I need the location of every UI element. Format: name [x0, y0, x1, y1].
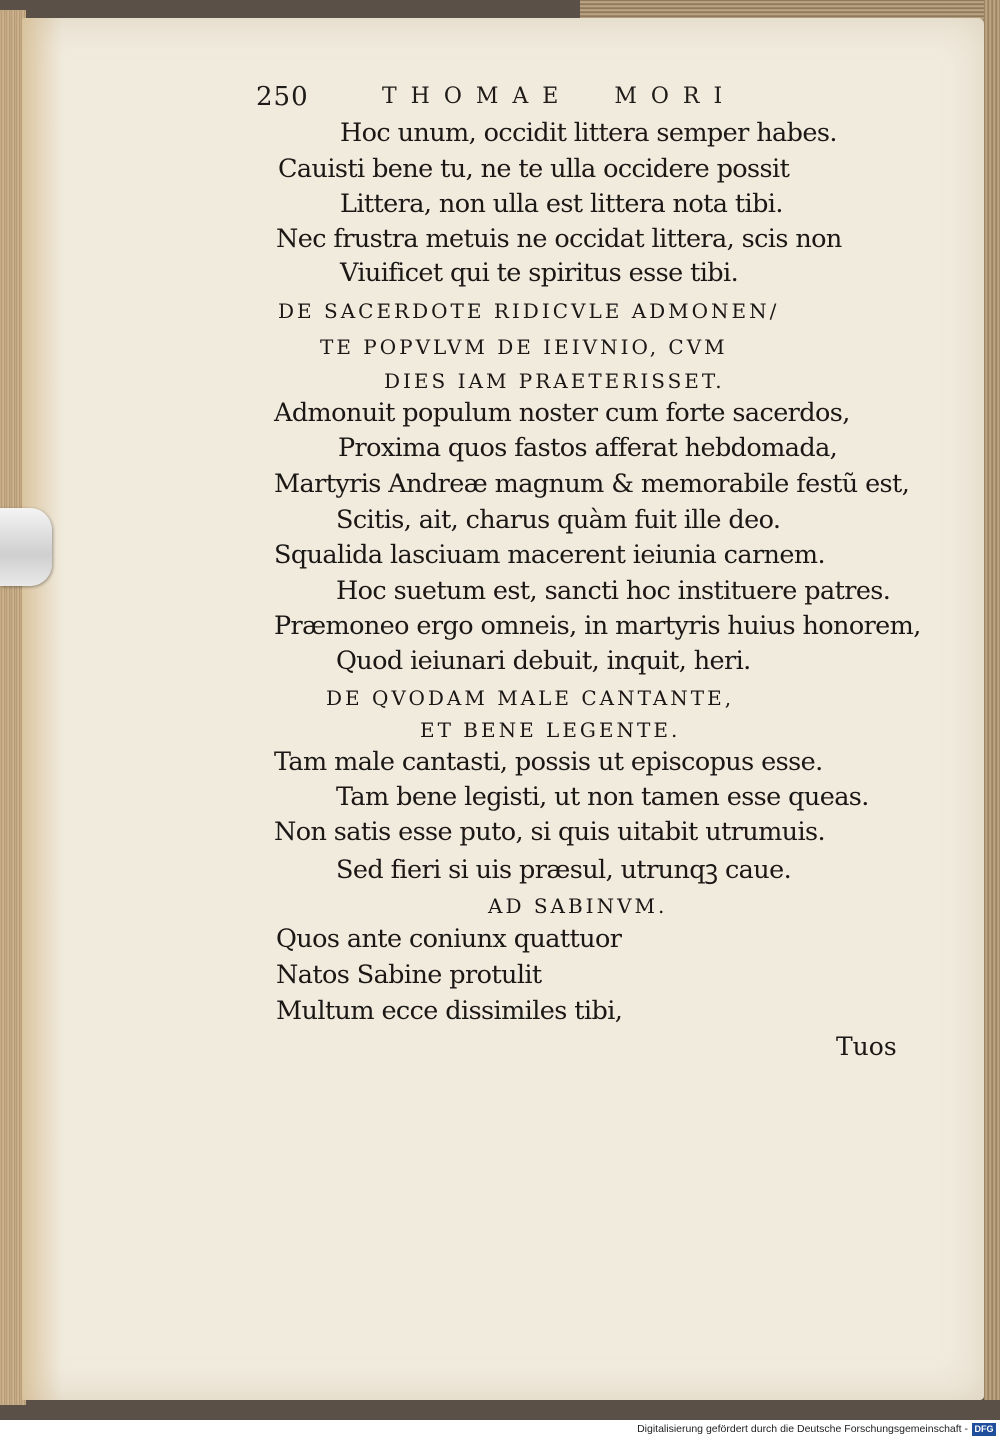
text-line: Tam bene legisti, ut non tamen esse queas.	[336, 782, 869, 812]
book-edge-right	[984, 0, 1000, 1400]
text-line: Hoc unum, occidit littera semper habes.	[340, 118, 837, 148]
text-line: Proxima quos fastos afferat hebdomada,	[338, 433, 838, 463]
section-heading: DIES IAM PRAETERISSET.	[384, 369, 725, 393]
text-line: Quos ante coniunx quattuor	[276, 924, 622, 954]
page-header	[0, 82, 1000, 116]
page-number: 250	[256, 82, 309, 112]
text-line: Sed fieri si uis præsul, utrunqꝫ caue.	[336, 855, 792, 885]
running-head: THOMAE MORI	[382, 84, 737, 109]
text-line: Tam male cantasti, possis ut episcopus esse.	[274, 747, 823, 777]
text-line: Squalida lasciuam macerent ieiunia carnem.	[274, 540, 825, 570]
text-line: Martyris Andreæ magnum & memorabile festũ est,	[274, 469, 910, 499]
text-line: Admonuit populum noster cum forte sacerdos,	[274, 398, 850, 428]
text-line: Littera, non ulla est littera nota tibi.	[340, 189, 783, 219]
text-line: Viuificet qui te spiritus esse tibi.	[340, 258, 739, 288]
text-line: Multum ecce dissimiles tibi,	[276, 996, 623, 1026]
text-line: Natos Sabine protulit	[276, 960, 542, 990]
text-line: Quod ieiunari debuit, inquit, heri.	[336, 646, 751, 676]
section-heading: DE QVODAM MALE CANTANTE,	[326, 686, 735, 710]
text-line: Nec frustra metuis ne occidat littera, scis non	[276, 224, 842, 254]
digitization-credit: Digitalisierung gefördert durch die Deutsche Forschungsgemeinschaft -	[637, 1423, 968, 1435]
section-heading: ET BENE LEGENTE.	[420, 718, 681, 742]
page-stain	[22, 18, 62, 1400]
catchword: Tuos	[836, 1032, 897, 1061]
text-line: Præmoneo ergo omneis, in martyris huius honorem,	[274, 611, 921, 641]
text-line: Cauisti bene tu, ne te ulla occidere possit	[278, 154, 790, 184]
section-heading: AD SABINVM.	[488, 894, 668, 918]
text-line: Scitis, ait, charus quàm fuit ille deo.	[336, 505, 781, 535]
text-line: Hoc suetum est, sancti hoc instituere patres.	[336, 576, 891, 606]
page-clip	[0, 508, 52, 586]
text-line: Non satis esse puto, si quis uitabit utrumuis.	[274, 817, 826, 847]
section-heading: DE SACERDOTE RIDICVLE ADMONEN/	[278, 299, 780, 323]
dfg-logo: DFG	[972, 1423, 996, 1436]
section-heading: TE POPVLVM DE IEIVNIO, CVM	[320, 335, 728, 359]
